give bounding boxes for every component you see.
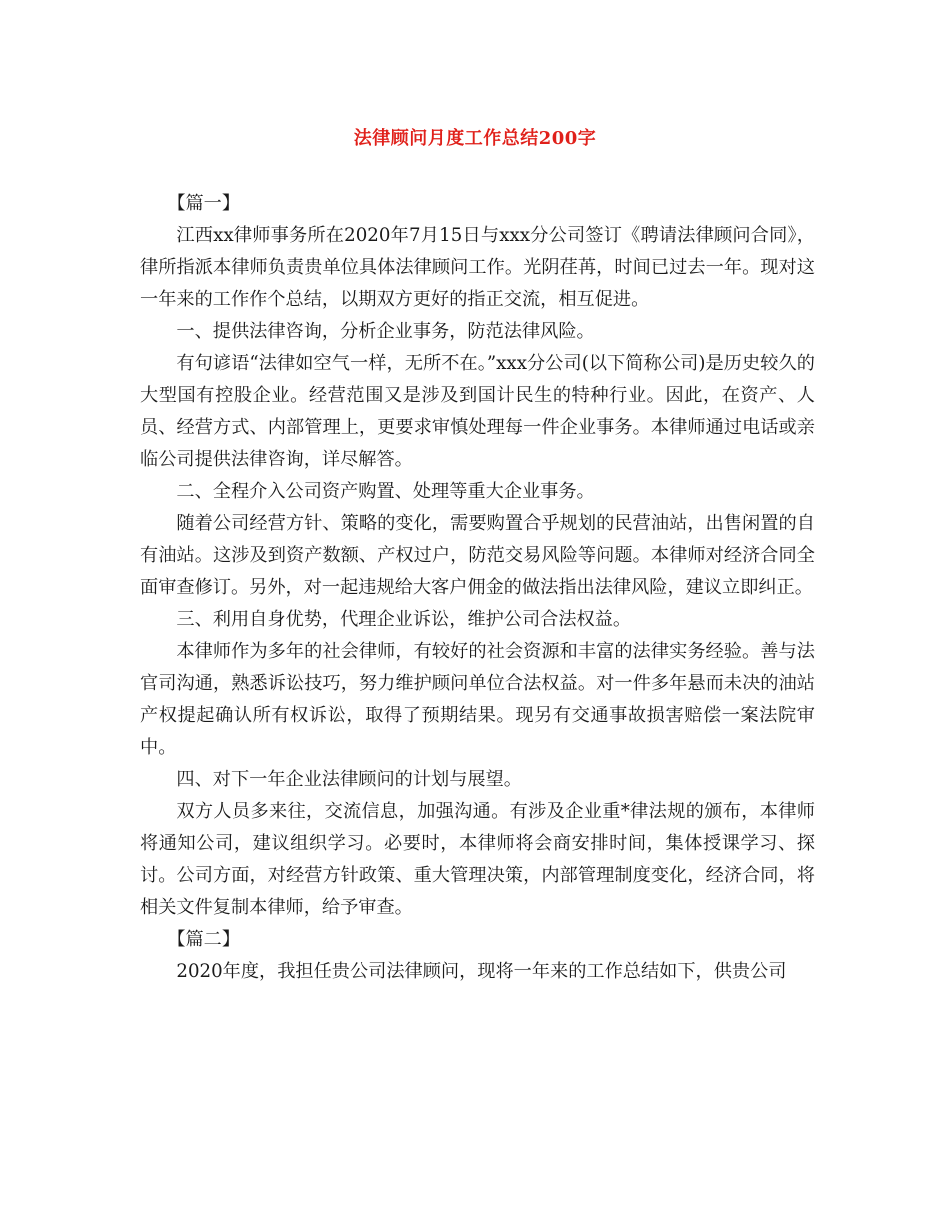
paragraph-part-two-intro: 2020年度，我担任贵公司法律顾问，现将一年来的工作总结如下，供贵公司 [176,961,787,982]
document-body [140,188,815,988]
section-header-part-one: 【篇一】 [167,193,241,214]
document-title: 法律顾问月度工作总结200字 [353,128,597,149]
paragraph-intro: 江西xx律师事务所在2020年7月15日与xxx分公司签订《聘请法律顾问合同》，律所指派本律师负责贵单位具体法律顾问工作。光阴荏苒，时间已过去一年。现对这一年来的工作作个总结，以期双方更好的指正交流，相互促进。 [140,225,815,310]
heading-asset-affairs: 二、全程介入公司资产购置、处理等重大企业事务。 [176,481,595,502]
heading-next-year-plan: 四、对下一年企业法律顾问的计划与展望。 [176,769,522,790]
paragraph-asset-affairs: 随着公司经营方针、策略的变化，需要购置合乎规划的民营油站，出售闲置的自有油站。这涉及到资产数额、产权过户，防范交易风险等问题。本律师对经济合同全面审查修订。另外，对一起违规给大客户佣金的做法指出法律风险，建议立即纠正。 [140,513,815,598]
heading-legal-consulting: 一、提供法律咨询，分析企业事务，防范法律风险。 [176,321,595,342]
paragraph-next-year-plan: 双方人员多来往，交流信息，加强沟通。有涉及企业重*律法规的颁布，本律师将通知公司，建议组织学习。必要时，本律师将会商安排时间，集体授课学习、探讨。公司方面，对经营方针政策、重大管理决策，内部管理制度变化，经济合同，将相关文件复制本律师，给予审查。 [140,801,815,918]
paragraph-litigation: 本律师作为多年的社会律师，有较好的社会资源和丰富的法律实务经验。善与法官司沟通，熟悉诉讼技巧，努力维护顾问单位合法权益。对一件多年悬而未决的油站产权提起确认所有权诉讼，取得了预期结果。现另有交通事故损害赔偿一案法院审中。 [140,641,815,758]
section-header-part-two: 【篇二】 [167,929,241,950]
heading-litigation: 三、利用自身优势，代理企业诉讼，维护公司合法权益。 [176,609,632,630]
paragraph-legal-consulting: 有句谚语“法律如空气一样，无所不在。”xxx分公司(以下简称公司)是历史较久的大型国有控股企业。经营范围又是涉及到国计民生的特种行业。因此，在资产、人员、经营方式、内部管理上，更要求审慎处理每一件企业事务。本律师通过电话或亲临公司提供法律咨询，详尽解答。 [140,353,815,470]
